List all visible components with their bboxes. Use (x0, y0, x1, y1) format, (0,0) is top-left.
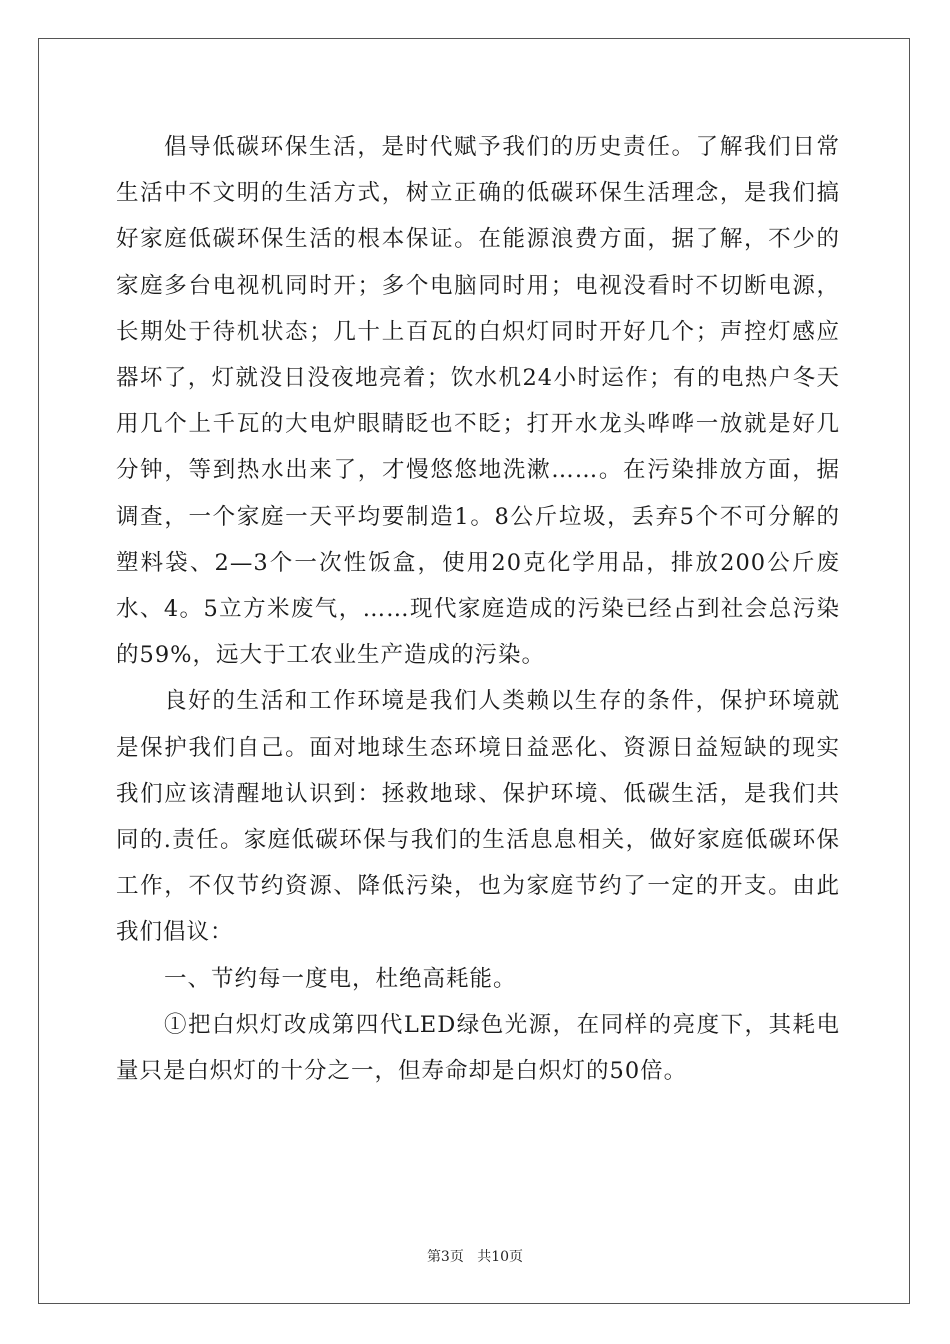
paragraph-2: 良好的生活和工作环境是我们人类赖以生存的条件，保护环境就是保护我们自己。面对地球生态环境日益恶化、资源日益短缺的现实我们应该清醒地认识到：拯救地球、保护环境、低碳生活，是我们共同的.责任。家庭低碳环保与我们的生活息息相关，做好家庭低碳环保工作，不仅节约资源、降低污染，也为家庭节约了一定的开支。由此我们倡议： (116, 688, 840, 946)
document-body (116, 124, 840, 1094)
page-footer (0, 1246, 950, 1266)
page-number: 第3页 (426, 1249, 464, 1265)
page-total: 共10页 (477, 1249, 524, 1265)
paragraph-4: ①把白炽灯改成第四代LED绿色光源，在同样的亮度下，其耗电量只是白炽灯的十分之一，但寿命却是白炽灯的50倍。 (116, 1011, 840, 1085)
paragraph-1: 倡导低碳环保生活，是时代赋予我们的历史责任。了解我们日常生活中不文明的生活方式，树立正确的低碳环保生活理念，是我们搞好家庭低碳环保生活的根本保证。在能源浪费方面，据了解，不少的家庭多台电视机同时开；多个电脑同时用；电视没看时不切断电源，长期处于待机状态；几十上百瓦的白炽灯同时开好几个；声控灯感应器坏了，灯就没日没夜地亮着；饮水机24小时运作；有的电热户冬天用几个上千瓦的大电炉眼睛眨也不眨；打开水龙头哗哗一放就是好几分钟，等到热水出来了，才慢悠悠地洗漱……。在污染排放方面，据调查，一个家庭一天平均要制造1。8公斤垃圾，丢弃5个不可分解的塑料袋、2—3个一次性饭盒，使用20克化学用品，排放200公斤废水、4。5立方米废气，……现代家庭造成的污染已经占到社会总污染的59%，远大于工农业生产造成的污染。 (116, 134, 840, 669)
paragraph-3: 一、节约每一度电，杜绝高耗能。 (164, 965, 517, 992)
